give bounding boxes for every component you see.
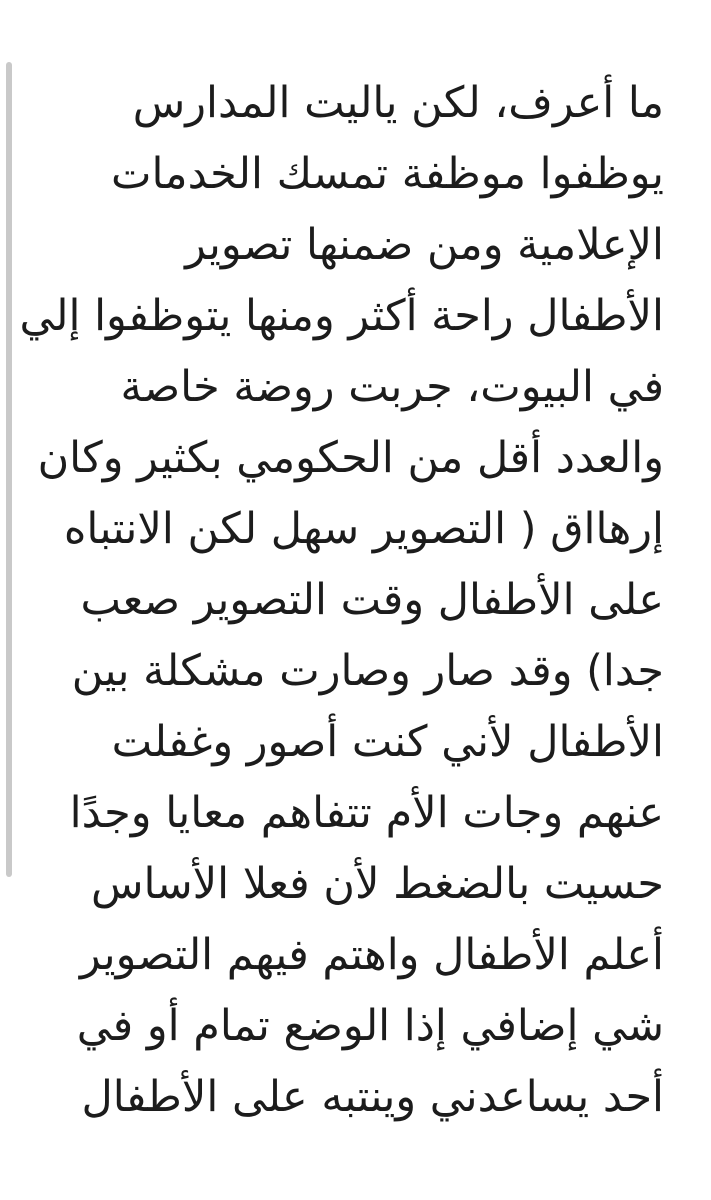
- scrollbar-thumb[interactable]: [6, 62, 12, 877]
- post-line: ما أعرف، لكن ياليت المدارس: [132, 78, 664, 128]
- post-line: أعلم الأطفال واهتم فيهم التصوير: [79, 930, 664, 980]
- post-line: في البيوت، جربت روضة خاصة: [120, 362, 664, 412]
- vertical-scrollbar[interactable]: [6, 62, 12, 877]
- post-line: على الأطفال وقت التصوير صعب: [80, 575, 664, 625]
- post-line: عنهم وجات الأم تتفاهم معايا وجدًا: [69, 788, 664, 838]
- post-line: إرهااق ( التصوير سهل لكن الانتباه: [63, 504, 664, 554]
- post-line: الأطفال لأني كنت أصور وغفلت: [111, 717, 664, 767]
- post-line: الإعلامية ومن ضمنها تصوير: [185, 220, 664, 270]
- post-line: حسيت بالضغط لأن فعلا الأساس: [91, 859, 664, 909]
- post-line: والعدد أقل من الحكومي بكثير وكان: [37, 433, 664, 483]
- post-line: أحد يساعدني وينتبه على الأطفال: [81, 1072, 664, 1122]
- post-line: شي إضافي إذا الوضع تمام أو في: [76, 1001, 664, 1051]
- post-line: يوظفوا موظفة تمسك الخدمات: [110, 149, 664, 199]
- post-line: الأطفال راحة أكثر ومنها يتوظفوا إلي: [19, 291, 664, 341]
- post-line: جدا) وقد صار وصارت مشكلة بين: [71, 646, 664, 696]
- post-body-text: [19, 68, 664, 1133]
